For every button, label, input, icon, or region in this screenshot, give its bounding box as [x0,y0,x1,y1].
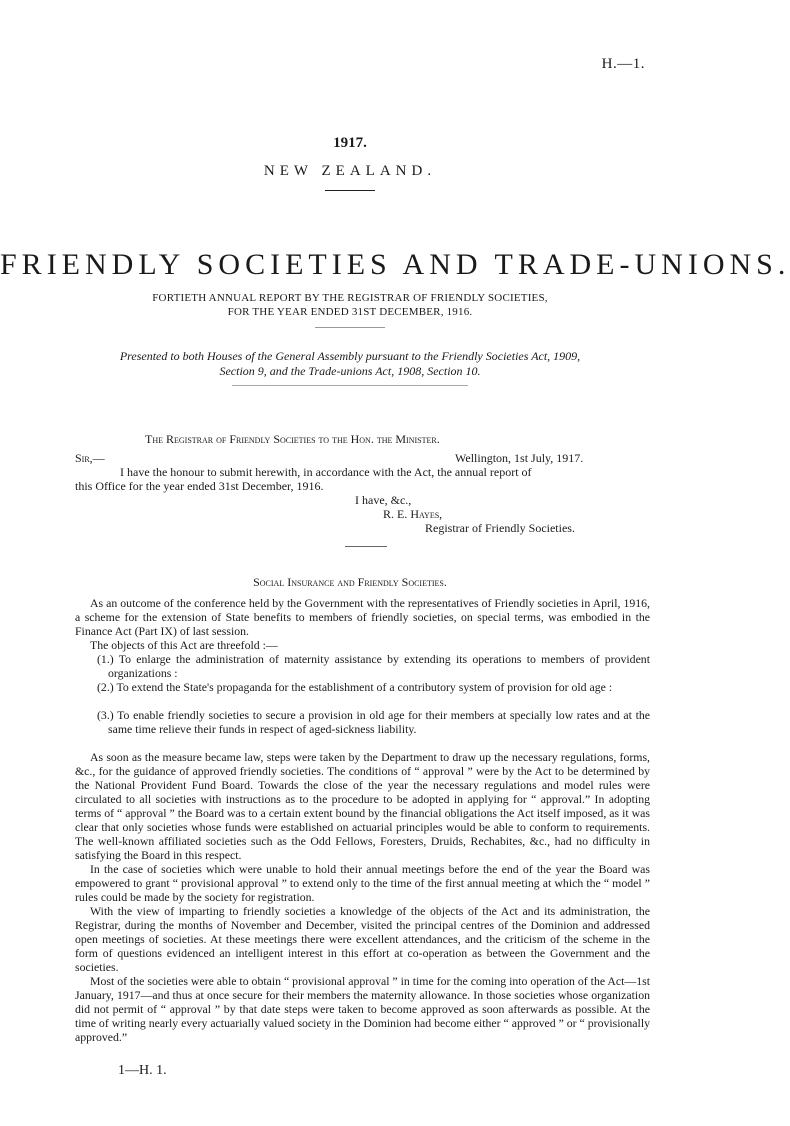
presentation-note: Presented to both Houses of the General Assembly pursuant to the Friendly Societies Act, 1909, [119,349,581,363]
divider [315,327,385,328]
letter-closing: I have, &c., [355,493,412,507]
document-title: FRIENDLY SOCIETIES AND TRADE-UNIONS. [0,248,790,281]
signature-mark: 1—H. 1. [118,1063,167,1078]
signatory-name: R. E. Hayes, [383,507,443,521]
letter-address: The Registrar of Friendly Societies to the Hon. the Minister. [145,432,440,446]
list-item: (3.) To enable friendly societies to secure a provision in old age for their members at specially low rates and at the same time relieve their funds in respect of aged-sickness liability. [97,708,650,736]
section-heading: Social Insurance and Friendly Societies. [253,575,447,589]
paragraph: In the case of societies which were unable to hold their annual meetings before the end of the year the Board was empowered to grant “ provisional approval ” to extend only to the time of the first annual meeting at which the “ model ” rules could be made by the society for registration. [75,862,650,904]
paragraph: Most of the societies were able to obtain “ provisional approval ” in time for the coming into operation of the Act—1st January, 1917—and thus at once secure for their members the maternity allowance. In those societies whose organization did not permit of “ approval ” by that date steps were taken to become approved as soon afterwards as possible. At the time of writing nearly every actuarially valued society in the Dominion had become either “ approved ” or “ provisionally approved.” [75,974,650,1044]
list-item: (1.) To enlarge the administration of maternity assistance by extending its operations to members of provident organizations : [97,652,650,680]
year: 1917. [333,135,367,151]
paragraph: The objects of this Act are threefold :— [90,638,278,652]
country-heading: NEW ZEALAND. [263,163,437,179]
list-item: (2.) To extend the State's propaganda for the establishment of a contributory system of provision for old age : [97,680,613,694]
paragraph: As soon as the measure became law, steps were taken by the Department to draw up the necessary regulations, forms, &c., for the guidance of approved friendly societies. The conditions of “ approval ” were by the Act to be determined by the National Provident Fund Board. Towards the close of the year the necessary regulations and model rules were circulated to all societies with instructions as to the procedure to be adopted in applying for “ approval.” In adopting terms of “ approval ” the Board was to a certain extent bound by the financial obligations the Act itself imposed, as it was clear that only societies whose funds were established on actuarial principles would be able to conform to requirements. The well-known affiliated societies such as the Odd Fellows, Foresters, Druids, Rechabites, &c., had no difficulty in satisfying the Board in this respect. [75,750,650,862]
paper-reference: H.—1. [601,56,645,72]
divider [232,385,468,386]
subtitle-line: FORTIETH ANNUAL REPORT BY THE REGISTRAR OF FRIENDLY SOCIETIES, [152,292,548,304]
divider [325,190,375,191]
salutation: Sir,— [75,451,105,465]
presentation-note: Section 9, and the Trade-unions Act, 1908, Section 10. [219,364,481,378]
divider [345,546,387,547]
paragraph: With the view of imparting to friendly societies a knowledge of the objects of the Act and its administration, the Registrar, during the months of November and December, visited the principal centres of the Dominion and addressed open meetings of societies. At these meetings there were excellent attendances, and the criticism of the scheme in the form of questions evidenced an intelligent interest in this effort at co-operation as between the Government and the societies. [75,904,650,974]
letter-body: this Office for the year ended 31st December, 1916. [75,479,324,493]
place-date: Wellington, 1st July, 1917. [455,451,584,465]
letter-body: I have the honour to submit herewith, in accordance with the Act, the annual report of [120,465,532,479]
subtitle-line: FOR THE YEAR ENDED 31ST DECEMBER, 1916. [227,306,473,318]
paragraph: As an outcome of the conference held by the Government with the representatives of Friendly societies in April, 1916, a scheme for the extension of State benefits to members of friendly societies, on special terms, was embodied in the Finance Act (Part IX) of last session. [75,596,650,638]
signatory-title: Registrar of Friendly Societies. [425,521,575,535]
